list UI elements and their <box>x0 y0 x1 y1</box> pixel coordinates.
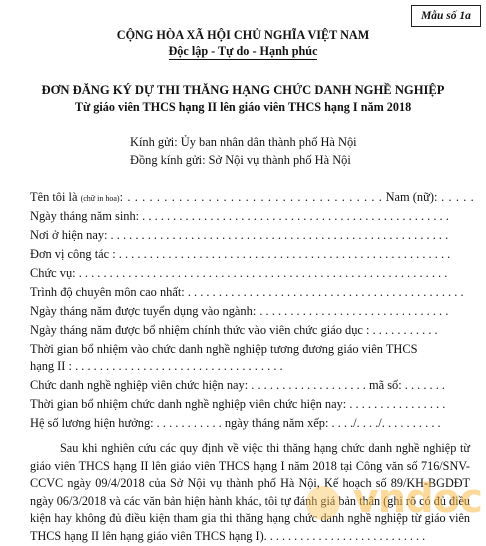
field-current-title-text: Chức danh nghề nghiệp viên chức hiện nay: . . . . . . . . . . . . . . . . . . . <box>30 378 366 392</box>
field-equivalent-title-line2[interactable]: hạng II : . . . . . . . . . . . . . . . . . . . . . . . . . . . . . . . . . . <box>30 359 283 373</box>
recipient-secondary: Đồng kính gửi: Sở Nội vụ thành phố Hà Nội <box>130 153 351 167</box>
field-code-text: mã số: . . . . . . . <box>365 378 446 392</box>
field-official-date[interactable]: Ngày tháng năm được bổ nhiệm chính thức vào viên chức giáo dục : . . . . . . . . . . . <box>30 323 438 337</box>
field-full-name-hint: (chữ in hoa) <box>80 194 120 203</box>
field-gender-label: Nam (nữ): <box>385 190 438 204</box>
field-qualification[interactable]: Trình độ chuyên môn cao nhất: . . . . . . . . . . . . . . . . . . . . . . . . . . . . . . . . . . . . . . . . . . . . . <box>30 285 464 299</box>
field-salary[interactable]: Hệ số lương hiện hưởng: . . . . . . . . . . . ngày tháng năm xếp: . . . ./. . . ./. . . . . . . . . . <box>30 416 441 430</box>
field-full-name-label: Tên tôi là <box>30 190 78 204</box>
watermark-text: vndoc <box>352 476 482 522</box>
field-gender-dots: . . . . . <box>437 190 475 204</box>
national-title: CỘNG HÒA XÃ HỘI CHỦ NGHĨA VIỆT NAM <box>116 28 370 42</box>
field-equivalent-title-line1: Thời gian bổ nhiệm vào chức danh nghề nghiệp tương đương giáo viên THCS <box>30 342 418 356</box>
field-full-name[interactable] <box>30 188 475 208</box>
field-position[interactable]: Chức vụ: . . . . . . . . . . . . . . . . . . . . . . . . . . . . . . . . . . . . . . . . . . . . . . . . . . . . . . . . . . . . <box>30 266 448 280</box>
document-title: ĐƠN ĐĂNG KÝ DỰ THI THĂNG HẠNG CHỨC DANH NGHỀ NGHIỆP <box>41 83 445 97</box>
field-current-title-date[interactable]: Thời gian bổ nhiệm chức danh nghề nghiệp viên chức hiện nay: . . . . . . . . . . . . . . . . <box>30 397 446 411</box>
field-current-title[interactable] <box>30 376 470 394</box>
national-motto <box>0 44 486 59</box>
field-full-name-dots: : . . . . . . . . . . . . . . . . . . . . . . . . . . . . . . . . . . . <box>119 190 383 204</box>
field-work-unit[interactable]: Đơn vị công tác : . . . . . . . . . . . . . . . . . . . . . . . . . . . . . . . . . . . . . . . . . . . . . . . . . . . . . . <box>30 247 451 261</box>
form-number-badge: Mẫu số 1a <box>411 5 481 27</box>
national-motto-text: Độc lập - Tự do - Hạnh phúc <box>168 44 318 58</box>
self-assessment-paragraph: Sau khi nghiên cứu các quy định về việc thi thăng hạng chức danh nghề nghiệp từ giáo viên THCS hạng II lên giáo viên THCS hạng I năm 2018 tại Công văn số 716/SNV-CCVC ngày 09/4/2018 của Sở Nội vụ thành phố Hà Nội, Kế hoạch số 89/KH-BGDĐT ngày 06/3/2018 và các văn bản hiện hành khác, tôi tự đánh giá bản thân (ghi rõ có đủ điều kiện hay không đủ điều kiện tham gia thi thăng hạng chức danh nghề nghiệp từ giáo viên THCS hạng II lên hạng giáo viên THCS hạng I). . . . . . . . . . . . . . . . . . . . . . . . . . . <box>30 441 470 543</box>
field-residence[interactable]: Nơi ở hiện nay: . . . . . . . . . . . . . . . . . . . . . . . . . . . . . . . . . . . . . . . . . . . . . . . . . . . . . . . <box>30 228 449 242</box>
recipient-primary: Kính gửi: Ủy ban nhân dân thành phố Hà Nội <box>130 135 357 149</box>
field-date-of-birth[interactable]: Ngày tháng năm sinh: . . . . . . . . . . . . . . . . . . . . . . . . . . . . . . . . . . . . . . . . . . . . . . . . . . <box>30 209 449 223</box>
field-recruit-date[interactable]: Ngày tháng năm được tuyển dụng vào ngành: . . . . . . . . . . . . . . . . . . . . . . . . . . . . . . . <box>30 304 449 318</box>
document-subtitle: Từ giáo viên THCS hạng II lên giáo viên THCS hạng I năm 2018 <box>74 100 412 114</box>
